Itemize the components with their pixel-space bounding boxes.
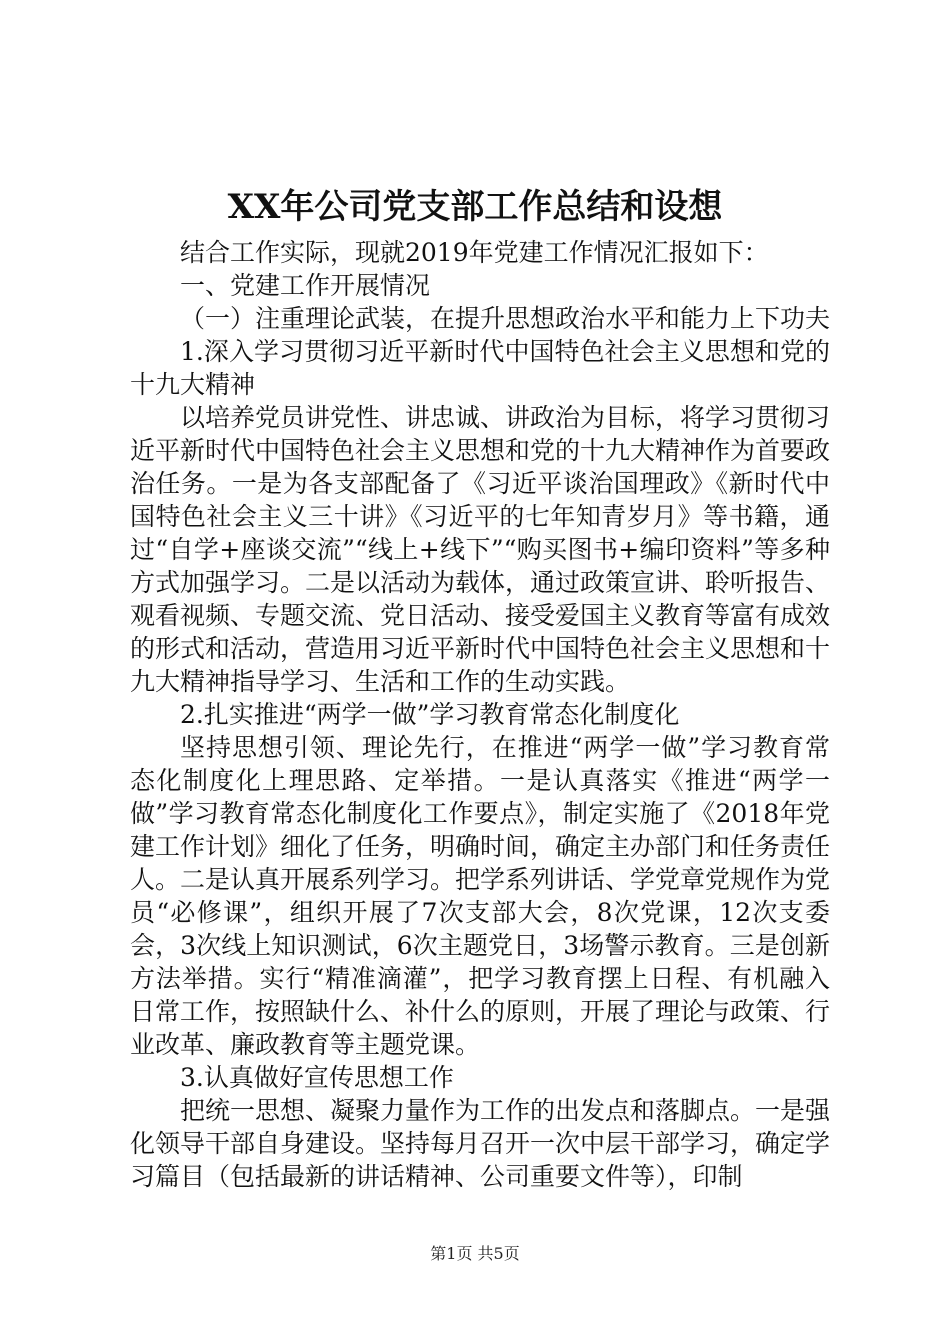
page-number-footer: 第1页 共5页 [430, 1244, 520, 1263]
section-heading: 一、党建工作开展情况 [180, 271, 431, 300]
body-paragraph: 以培养党员讲党性、讲忠诚、讲政治为目标，将学习贯彻习近平新时代中国特色社会主义思想和党的十九大精神作为首要政治任务。一是为各支部配备了《习近平谈治国理政》《新时代中国特色社会主义三十讲》《习近平的七年知青岁月》等书籍，通过“自学+座谈交流”“线上+线下”“购买图书+编印资料”等多种方式加强学习。二是以活动为载体，通过政策宣讲、聆听报告、观看视频、专题交流、党日活动、接受爱国主义教育等富有成效的形式和活动，营造用习近平新时代中国特色社会主义思想和十九大精神指导学习、生活和工作的生动实践。 [130, 403, 831, 696]
body-paragraph: 把统一思想、凝聚力量作为工作的出发点和落脚点。一是强化领导干部自身建设。坚持每月召开一次中层干部学习，确定学习篇目（包括最新的讲话精神、公司重要文件等），印制 [130, 1096, 831, 1191]
item-heading: 2.扎实推进“两学一做”学习教育常态化制度化 [180, 700, 680, 729]
document-body [130, 236, 830, 1193]
intro-paragraph: 结合工作实际，现就2019年党建工作情况汇报如下： [180, 238, 769, 267]
document-title: XX年公司党支部工作总结和设想 [227, 187, 723, 227]
body-paragraph: 坚持思想引领、理论先行，在推进“两学一做”学习教育常态化制度化上理思路、定举措。一是认真落实《推进“两学一做”学习教育常态化制度化工作要点》，制定实施了《2018年党建工作计划》细化了任务，明确时间，确定主办部门和任务责任人。二是认真开展系列学习。把学系列讲话、学党章党规作为党员“必修课”，组织开展了7次支部大会，8次党课，12次支委会，3次线上知识测试，6次主题党日，3场警示教育。三是创新方法举措。实行“精准滴灌”，把学习教育摆上日程、有机融入日常工作，按照缺什么、补什么的原则，开展了理论与政策、行业改革、廉政教育等主题党课。 [130, 733, 831, 1059]
subsection-heading: （一）注重理论武装，在提升思想政治水平和能力上下功夫 [180, 304, 831, 333]
item-heading: 1.深入学习贯彻习近平新时代中国特色社会主义思想和党的十九大精神 [130, 337, 830, 399]
item-heading: 3.认真做好宣传思想工作 [180, 1063, 454, 1092]
